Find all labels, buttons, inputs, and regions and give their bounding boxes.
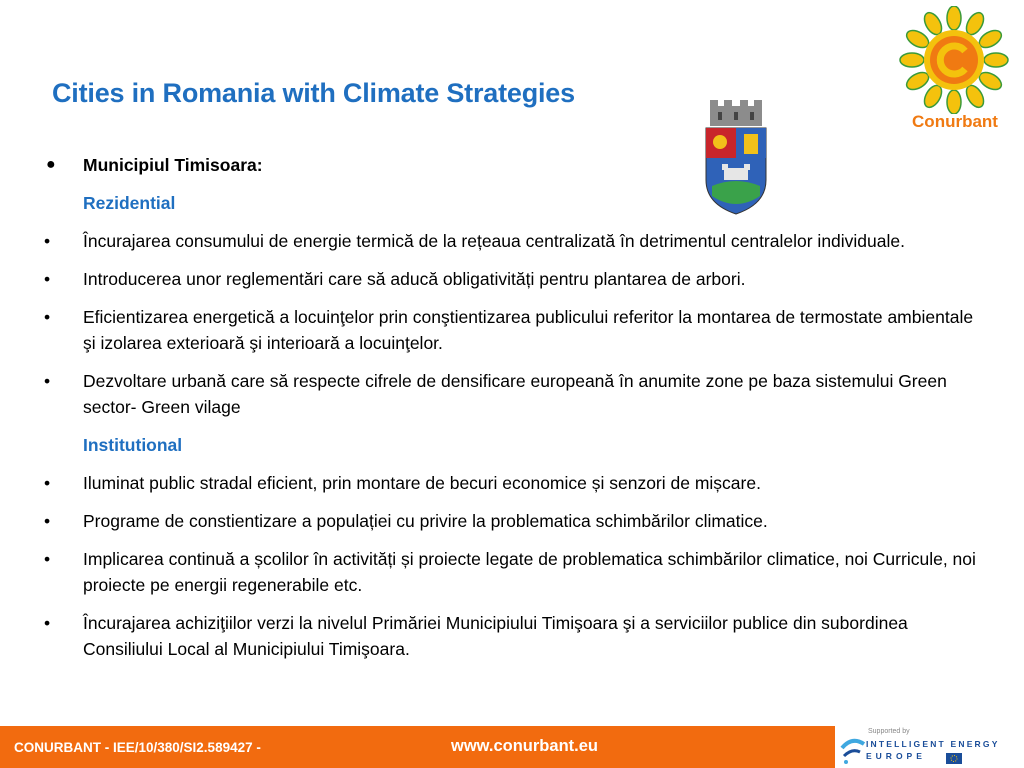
- intelligent-energy-europe-logo: Supported by INTELLIGENT ENERGY EUROPE: [838, 726, 1024, 768]
- list-item: • Iluminat public stradal eficient, prin montare de becuri economice și senzori de mișcare.: [44, 473, 761, 493]
- list-item: • Eficientizarea energetică a locuinţelor prin conştientizarea publicului referitor la montarea de termostate ambientale şi izolarea exterioară şi interioară a locuinţelor.: [44, 307, 974, 353]
- eu-flag-icon: [946, 753, 962, 764]
- website-link[interactable]: www.conurbant.eu: [451, 737, 598, 755]
- list-item: • Programe de constientizare a populației cu privire la problematica schimbărilor climatice.: [44, 511, 768, 531]
- page-title: Cities in Romania with Climate Strategies: [52, 78, 575, 108]
- strategy-content: [40, 152, 980, 674]
- iee-swirl-icon: [838, 726, 866, 768]
- logo-text: Conurbant: [912, 112, 998, 131]
- list-item: • Încurajarea consumului de energie termică de la rețeaua centralizată în detrimentul centralelor individuale.: [44, 231, 905, 251]
- footer-bar: [0, 726, 835, 768]
- list-item: • Dezvoltare urbană care să respecte cifrele de densificare europeană în anumite zone pe baza sistemului Green sector- Green vilage: [44, 371, 947, 417]
- sun-logo-icon: [890, 6, 1020, 114]
- municipality-heading: ● Municipiul Timisoara:: [40, 152, 980, 178]
- list-item: • Implicarea continuă a școlilor în activități și proiecte legate de problematica schimbărilor climatice, noi Curricule, noi proiecte pe energii regenerabile etc.: [44, 549, 976, 595]
- list-item: • Introducerea unor reglementări care să aducă obligativități pentru plantarea de arbori.: [44, 269, 746, 289]
- list-item: • Încurajarea achiziţiilor verzi la nivelul Primăriei Municipiului Timişoara şi a serviciilor publice din subordinea Consiliului Local al Municipiului Timişoara.: [44, 613, 908, 659]
- project-code: CONURBANT - IEE/10/380/SI2.589427 -: [14, 740, 261, 755]
- section-label-institutional: Institutional: [83, 435, 183, 455]
- conurbant-logo: [890, 6, 1020, 136]
- section-label-rezidential: Rezidential: [83, 193, 176, 213]
- bullet-icon: ●: [46, 156, 56, 173]
